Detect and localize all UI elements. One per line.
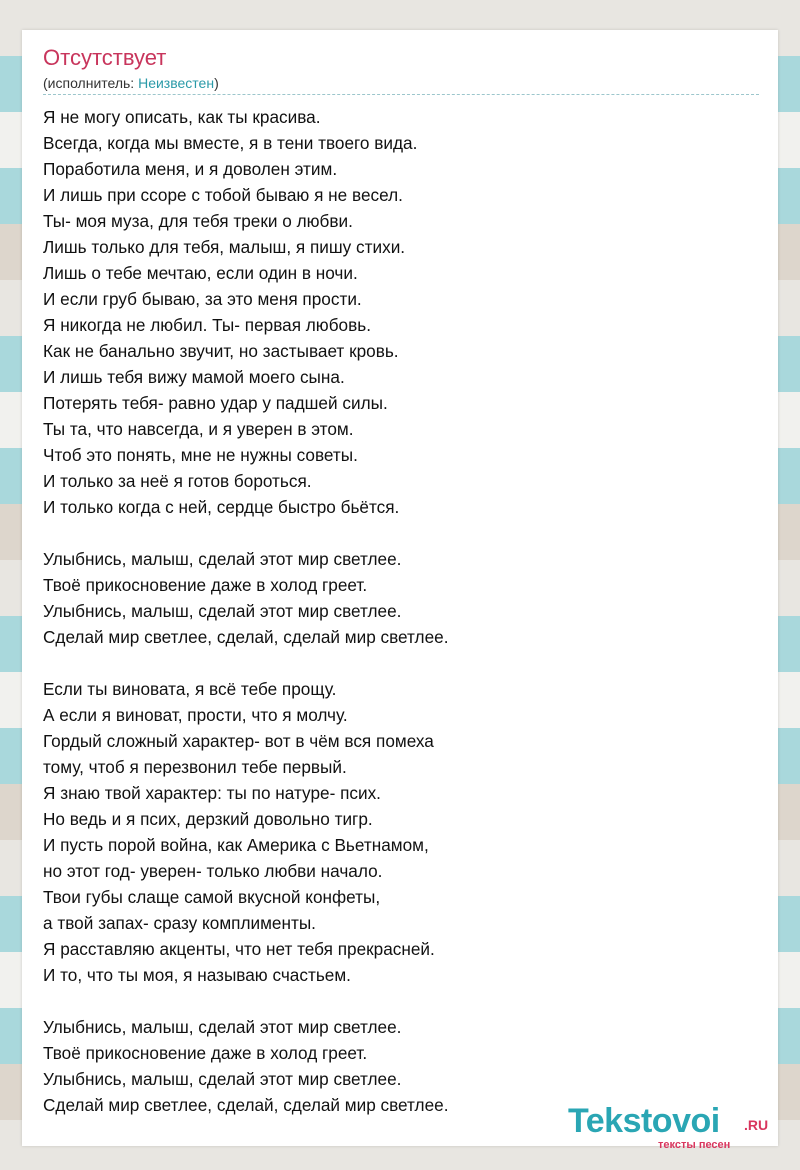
lyric-line: И пусть порой война, как Америка с Вьетнамом, <box>43 835 429 855</box>
lyric-line: А если я виноват, прости, что я молчу. <box>43 705 348 725</box>
lyric-line: Потерять тебя- равно удар у падшей силы. <box>43 393 388 413</box>
lyric-line: Ты- моя муза, для тебя треки о любви. <box>43 211 353 231</box>
song-title: Отсутствует <box>43 45 167 70</box>
lyric-line: И лишь тебя вижу мамой моего сына. <box>43 367 345 387</box>
performer-prefix: (исполнитель: <box>43 75 139 91</box>
lyric-line: Лишь о тебе мечтаю, если один в ночи. <box>43 263 358 283</box>
header-divider <box>43 94 759 95</box>
performer-suffix: ) <box>214 75 219 91</box>
lyric-line: Улыбнись, малыш, сделай этот мир светлее. <box>43 1017 402 1037</box>
lyric-line: Если ты виновата, я всё тебе прощу. <box>43 679 337 699</box>
lyric-line: тому, чтоб я перезвонил тебе первый. <box>43 757 347 777</box>
lyric-line: Как не банально звучит, но застывает кровь. <box>43 341 399 361</box>
lyric-line: Сделай мир светлее, сделай, сделай мир светлее. <box>43 1095 449 1115</box>
lyric-line: И лишь при ссоре с тобой бываю я не весел. <box>43 185 403 205</box>
stanza-break <box>43 988 759 1014</box>
lyric-line: Улыбнись, малыш, сделай этот мир светлее. <box>43 549 402 569</box>
logo-name: Tekstovoi <box>568 1102 720 1140</box>
logo-tld: .RU <box>744 1117 769 1133</box>
stanza-break <box>43 650 759 676</box>
lyric-line: Ты та, что навсегда, и я уверен в этом. <box>43 419 354 439</box>
lyrics-card <box>22 30 778 1151</box>
lyric-line: но этот год- уверен- только любви начало. <box>43 861 383 881</box>
performer-line <box>43 75 219 91</box>
lyric-line: Я не могу описать, как ты красива. <box>43 107 321 127</box>
lyric-line: И только за неё я готов бороться. <box>43 471 312 491</box>
lyric-line: Улыбнись, малыш, сделай этот мир светлее. <box>43 601 402 621</box>
artist-link[interactable]: Неизвестен <box>138 75 215 91</box>
lyric-line: Поработила меня, и я доволен этим. <box>43 159 338 179</box>
lyric-line: Всегда, когда мы вместе, я в тени твоего вида. <box>43 133 418 153</box>
lyric-line: Но ведь и я псих, дерзкий довольно тигр. <box>43 809 373 829</box>
lyric-line: а твой запах- сразу комплименты. <box>43 913 316 933</box>
logo-tagline: тексты песен <box>658 1139 731 1151</box>
lyric-line: Я никогда не любил. Ты- первая любовь. <box>43 315 371 335</box>
stanza-break <box>43 520 759 546</box>
site-logo[interactable] <box>568 1102 778 1151</box>
lyric-line: И только когда с ней, сердце быстро бьётся. <box>43 497 400 517</box>
lyric-line: Сделай мир светлее, сделай, сделай мир светлее. <box>43 627 449 647</box>
lyric-line: Чтоб это понять, мне не нужны советы. <box>43 445 358 465</box>
lyric-line: Твои губы слаще самой вкусной конфеты, <box>43 887 381 907</box>
lyric-line: Твоё прикосновение даже в холод греет. <box>43 1043 368 1063</box>
lyric-line: И если груб бываю, за это меня прости. <box>43 289 362 309</box>
lyric-line: Я знаю твой характер: ты по натуре- псих. <box>43 783 381 803</box>
lyric-line: Я расставляю акценты, что нет тебя прекрасней. <box>43 939 435 959</box>
lyrics-text <box>43 104 759 1118</box>
lyric-line: И то, что ты моя, я называю счастьем. <box>43 965 351 985</box>
lyric-line: Лишь только для тебя, малыш, я пишу стихи. <box>43 237 406 257</box>
lyric-line: Гордый сложный характер- вот в чём вся помеха <box>43 731 434 751</box>
lyric-line: Улыбнись, малыш, сделай этот мир светлее. <box>43 1069 402 1089</box>
lyric-line: Твоё прикосновение даже в холод греет. <box>43 575 368 595</box>
